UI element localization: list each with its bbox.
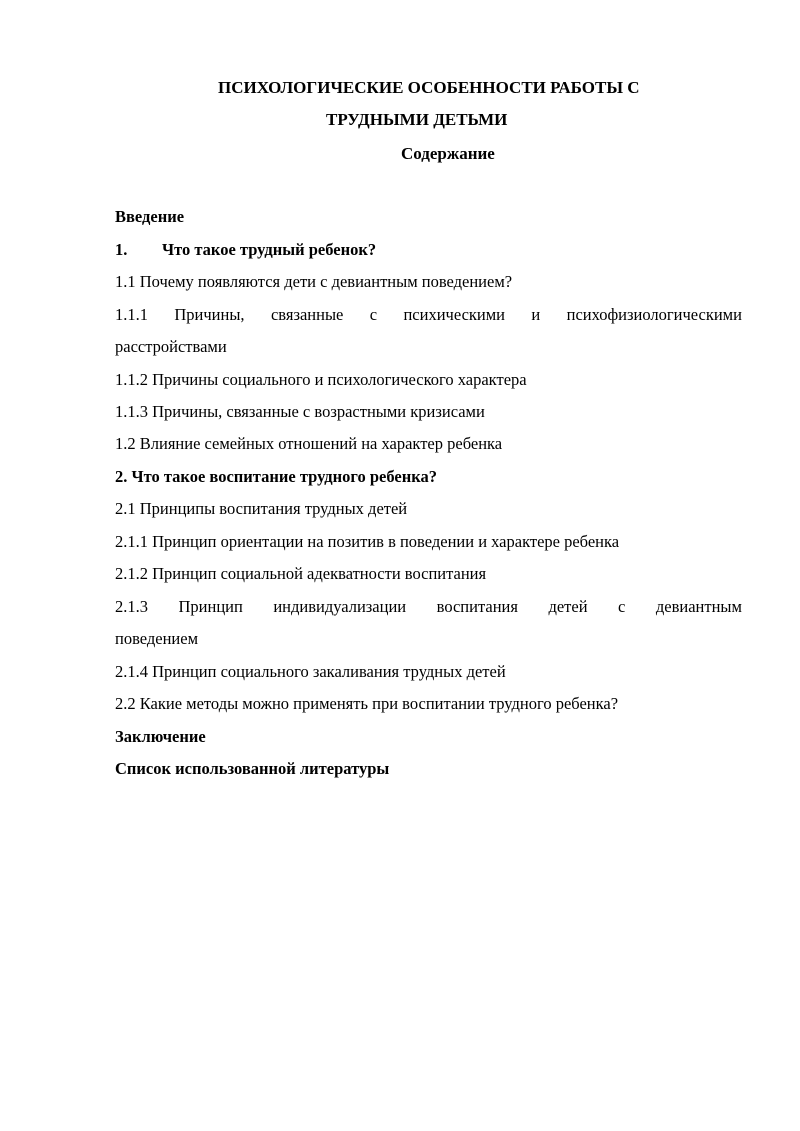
toc-section-1-2: 1.2 Влияние семейных отношений на характер ребенка bbox=[115, 434, 503, 453]
toc-word: связанные bbox=[270, 305, 344, 324]
document-title-line-1: ПСИХОЛОГИЧЕСКИЕ ОСОБЕННОСТИ РАБОТЫ С bbox=[218, 78, 640, 97]
toc-section-2-1: 2.1 Принципы воспитания трудных детей bbox=[115, 499, 408, 518]
toc-section-1-1-3: 1.1.3 Причины, связанные с возрастными кризисами bbox=[115, 402, 485, 421]
toc-intro: Введение bbox=[115, 207, 185, 226]
toc-section-2: 2. Что такое воспитание трудного ребенка? bbox=[115, 467, 437, 486]
toc-word: психофизиологическими bbox=[566, 305, 742, 324]
toc-section-1-1: 1.1 Почему появляются дети с девиантным поведением? bbox=[115, 272, 513, 291]
toc-section-2-2: 2.2 Какие методы можно применять при воспитании трудного ребенка? bbox=[115, 694, 619, 713]
toc-conclusion: Заключение bbox=[115, 727, 206, 746]
toc-word: с bbox=[369, 305, 378, 324]
toc-references: Список использованной литературы bbox=[115, 759, 390, 778]
toc-section-1 bbox=[115, 239, 376, 261]
toc-word: Причины, bbox=[174, 305, 245, 324]
toc-word: индивидуализации bbox=[273, 597, 407, 616]
toc-section-1-title: Что такое трудный ребенок? bbox=[162, 240, 377, 259]
toc-section-2-1-3-continuation: поведением bbox=[115, 629, 199, 648]
toc-section-2-1-2: 2.1.2 Принцип социальной адекватности воспитания bbox=[115, 564, 487, 583]
toc-section-1-1-1-continuation: расстройствами bbox=[115, 337, 227, 356]
toc-section-2-1-4: 2.1.4 Принцип социального закаливания трудных детей bbox=[115, 662, 506, 681]
toc-section-1-number: 1. bbox=[115, 240, 128, 259]
toc-word: Принцип bbox=[178, 597, 243, 616]
toc-section-1-1-1 bbox=[115, 304, 742, 326]
toc-section-1-1-2: 1.1.2 Причины социального и психологического характера bbox=[115, 370, 527, 389]
toc-section-2-1-3 bbox=[115, 596, 742, 618]
document-title-line-2: ТРУДНЫМИ ДЕТЬМИ bbox=[326, 110, 508, 129]
toc-word: девиантным bbox=[655, 597, 742, 616]
toc-word: детей bbox=[548, 597, 588, 616]
toc-word: психическими bbox=[403, 305, 506, 324]
toc-word: и bbox=[531, 305, 541, 324]
toc-section-2-1-1: 2.1.1 Принцип ориентации на позитив в поведении и характере ребенка bbox=[115, 532, 620, 551]
toc-word: 1.1.1 bbox=[115, 305, 148, 324]
contents-heading: Содержание bbox=[401, 144, 495, 163]
toc-word: с bbox=[618, 597, 626, 616]
toc-word: воспитания bbox=[436, 597, 518, 616]
toc-word: 2.1.3 bbox=[115, 597, 148, 616]
